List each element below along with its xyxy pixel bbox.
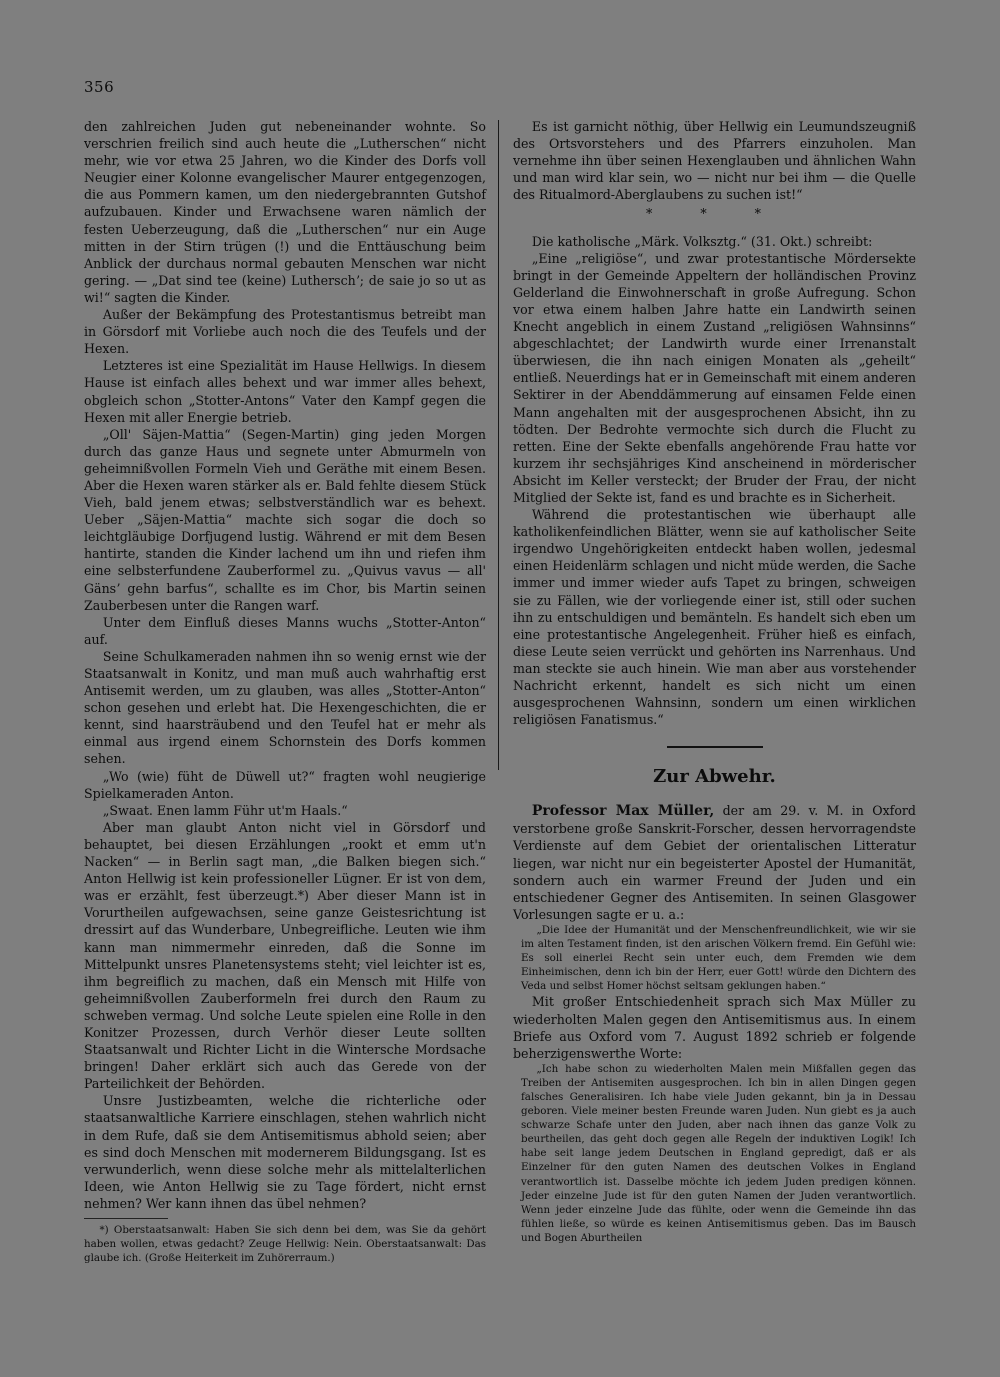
paragraph: Unsre Justizbeamten, welche die richterliche oder staatsanwaltliche Karriere einschlagen, stehen wahrlich nicht in dem Rufe, daß sie dem Antisemitismus abhold seien; aber es sind doch Menschen mit modernerem Bildungsgang. Ist es verwunderlich, wenn diese solche mehr als mittelalterlichen Ideen, wie Anton Hellwig sie zu Tage fördert, nicht ernst nehmen? Wer kann ihnen das übel nehmen?	[84, 1093, 486, 1211]
paragraph: Mit großer Entschiedenheit sprach sich Max Müller zu wiederholten Malen gegen den Antisemitismus aus. In einem Briefe aus Oxford vom 7. August 1892 schrieb er folgende beherzigenswerthe Worte:	[513, 994, 916, 1061]
left-column	[84, 118, 486, 1265]
page-number: 356	[84, 78, 115, 96]
lead-paragraph	[513, 802, 916, 923]
paragraph: Es ist garnicht nöthig, über Hellwig ein Leumundszeugniß des Ortsvorstehers und des Pfarrers einzuholen. Man vernehme ihn über seinen Hexenglauben und ähnlichen Wahn und man wird klar sein, wo — nicht nur bei ihm — die Quelle des Ritualmord-Aberglaubens zu suchen ist!“	[513, 119, 916, 203]
paragraph: Seine Schulkameraden nahmen ihn so wenig ernst wie der Staatsanwalt in Konitz, und man muß auch wahrhaftig erst Antisemit werden, um zu glauben, was alles „Stotter-Anton“ schon gesehen und erlebt hat. Die Hexengeschichten, die er kennt, sind haarsträubend und den Teufel hat er mehr als einmal aus irgend einem Schornstein des Dorfs kommen sehen.	[84, 648, 486, 767]
section-heading: Zur Abwehr.	[653, 766, 776, 788]
paragraph: „Swaat. Enen lamm Führ ut'm Haals.“	[102, 802, 348, 818]
paragraph: Während die protestantischen wie überhaupt alle katholikenfeindlichen Blätter, wenn sie auf katholischer Seite irgendwo Ungehörigkeiten entdeckt haben wollen, jedesmal einen Heidenlärm schlagen und nicht müde werden, die Sache immer und immer wieder aufs Tapet zu bringen, schweigen sie zu Fällen, wie der vorliegende einer ist, still oder suchen ihn zu entschuldigen und bemänteln. Es handelt sich eben um eine protestantische Angelegenheit. Früher hieß es einfach, diese Leute seien verrückt und gehörten ins Narrenhaus. Und man steckte sie auch hinein. Wie man aber aus vorstehender Nachricht erkennt, handelt es sich nicht um einen ausgesprochenen Wahnsinn, sondern um einen wirklichen religiösen Fanatismus.“	[513, 507, 916, 728]
lead-text: der am 29. v. M. in Oxford verstorbene große Sanskrit-Forscher, dessen hervorragendste Verdienste auf dem Gebiet der orientalischen Litteratur liegen, war nicht nur ein begeisterter Apostel der Humanität, sondern auch ein warmer Freund der Juden und ein entschiedener Gegner des Antisemiten. In seinen Glasgower Vorlesungen sagte er u. a.:	[513, 803, 916, 922]
quote-block	[513, 923, 916, 993]
paragraph: Aber man glaubt Anton nicht viel in Görsdorf und behauptet, bei diesen Erzählungen „rookt et emm ut'n Nacken“ — in Berlin sagt man, „die Balken biegen sich.“ Anton Hellwig ist kein professioneller Lügner. Er ist von dem, was er erzählt, fest überzeugt.*) Aber dieser Mann ist in Vorurtheilen aufgewachsen, seine ganze Geistesrichtung ist dressirt auf das Wunderbare, Unbegreifliche. Leuten wie ihm kann man nimmermehr einreden, daß die Sonne im Mittelpunkt unsres Planetensystems steht; viel leichter ist es, ihm begreiflich zu machen, daß ein Mensch mit Hilfe von geheimnißvollen Zauberformeln frei durch den Raum zu schweben vermag. Und solche Leute spielen eine Rolle in den Konitzer Prozessen, durch Verhör dieser Leute sollten Staatsanwalt und Richter Licht in die Wintersche Mordsache bringen! Daher erklärt sich auch das Gerede von der Parteilichkeit der Behörden.	[84, 819, 486, 1092]
footnote-divider	[84, 1218, 168, 1219]
paragraph: „Wo (wie) füht de Düwell ut?“ fragten wohl neugierige Spielkameraden Anton.	[84, 768, 486, 801]
right-column	[513, 118, 916, 1245]
quote-text: „Ich habe schon zu wiederholten Malen mein Mißfallen gegen das Treiben der Antisemiten ausgesprochen. Ich bin in allen Dingen gegen falsches Generalisiren. Ich habe viele Juden gekannt, bin ja in Dessau geboren. Viele meiner besten Freunde waren Juden. Nun giebt es ja auch schwarze Schafe unter den Juden, aber nach ihnen das ganze Volk zu beurtheilen, das geht doch gegen alle Regeln der induktiven Logik! Ich habe seit lange jedem Deutschen in England gepredigt, daß er als Einzelner für den guten Namen des deutschen Volkes in England verantwortlich ist. Dasselbe möchte ich jedem Juden predigen können. Jeder einzelne Jude ist für den guten Namen der Juden verantwortlich. Wenn jeder einzelne Jude das fühlte, oder wenn die Gemeinde ihn das fühlen ließe, so würde es keinen Antisemitismus geben. Das im Bausch und Bogen Aburtheilen	[521, 1062, 916, 1244]
paragraph: Unter dem Einfluß dieses Manns wuchs „Stotter-Anton“ auf.	[84, 614, 486, 647]
column-divider	[498, 120, 499, 770]
paragraph: Außer der Bekämpfung des Protestantismus betreibt man in Görsdorf mit Vorliebe auch noch die des Teufels und der Hexen.	[84, 307, 486, 357]
footnote: *) Oberstaatsanwalt: Haben Sie sich denn bei dem, was Sie da gehört haben wollen, etwas gedacht? Zeuge Hellwig: Nein. Oberstaatsanwalt: Das glaube ich. (Große Heiterkeit im Zuhörerraum.)	[84, 1224, 486, 1264]
paragraph: den zahlreichen Juden gut nebeneinander wohnte. So verschrien freilich sind auch heute die „Lutherschen“ nicht mehr, wie vor etwa 25 Jahren, wo die Kinder des Dorfs voll Neugier einer Kolonne evangelischer Maurer entgegenzogen, die aus Pommern kamen, um den niedergebrannten Gutshof aufzubauen. Kinder und Erwachsene waren nämlich der festen Ueberzeugung, daß die „Lutherschen“ nur ein Auge mitten in der Stirn trügen (!) und die Enttäuschung beim Anblick der durchaus normal gebauten Menschen war nicht gering. — „Dat sind tee (keine) Lutherschʼ; de saie jo so ut as wi!“ sagten die Kinder.	[84, 119, 486, 305]
quote-text: „Die Idee der Humanität und der Menschenfreundlichkeit, wie wir sie im alten Testament finden, ist den arischen Völkern fremd. Ein Gefühl wie: Es soll einerlei Recht sein unter euch, dem Fremden wie dem Einheimischen, denn ich bin der Herr, euer Gott! würde den Dichtern des Veda und selbst Homer höchst seltsam geklungen haben.“	[521, 923, 916, 993]
paragraph: „Eine „religiöse“, und zwar protestantische Mördersekte bringt in der Gemeinde Appeltern der holländischen Provinz Gelderland die Einwohnerschaft in große Aufregung. Schon vor etwa einem halben Jahre hatte ein Landwirth seinen Knecht angeblich in einem Zustand „religiösen Wahnsinns“ abgeschlachtet; der Landwirth wurde einer Irrenanstalt überwiesen, die ihn nach einigen Monaten als „geheilt“ entließ. Neuerdings hat er in Gemeinschaft mit einem anderen Sektirer in der Abenddämmerung auf einsamen Felde einen Mann angehalten mit der ausgesprochenen Absicht, ihn zu tödten. Der Bedrohte vermochte sich durch die Flucht zu retten. Eine der Sekte ebenfalls angehörende Frau hatte vor kurzem ihr sechsjähriges Kind anscheinend in mörderischer Absicht im Keller versteckt; der Bruder der Frau, der nicht Mitglied der Sekte ist, fand es und brachte es in Sicherheit.	[513, 250, 916, 505]
section-stars: * * *	[646, 206, 783, 222]
quote-block	[513, 1062, 916, 1245]
paragraph: Letzteres ist eine Spezialität im Hause Hellwigs. In diesem Hause ist einfach alles behext und war immer alles behext, obgleich schon „Stotter-Antons“ Vater den Kampf gegen die Hexen mit aller Energie betrieb.	[84, 358, 486, 425]
paragraph: Die katholische „Märk. Volksztg.“ (31. Okt.) schreibt:	[531, 233, 873, 249]
section-divider	[667, 746, 763, 748]
paragraph: „Oll' Säjen-Mattia“ (Segen-Martin) ging jeden Morgen durch das ganze Haus und segnete unter Abmurmeln von geheimnißvollen Formeln Vieh und Geräthe mit einem Besen. Aber die Hexen waren stärker als er. Bald fehlte diesem Stück Vieh, bald jenem etwas; selbstverständlich war es behext. Ueber „Säjen-Mattia“ machte sich sogar die doch so leichtgläubige Dorfjugend lustig. Während er mit dem Besen hantirte, standen die Kinder lachend um ihn und riefen ihm eine selbsterfundene Zauberformel zu. „Quivus vavus — all' Gänsʼ gehn barfus“, schallte es im Chor, bis Martin seinen Zauberbesen unter die Rangen warf.	[84, 426, 486, 613]
lead-name: Professor Max Müller,	[531, 803, 715, 820]
